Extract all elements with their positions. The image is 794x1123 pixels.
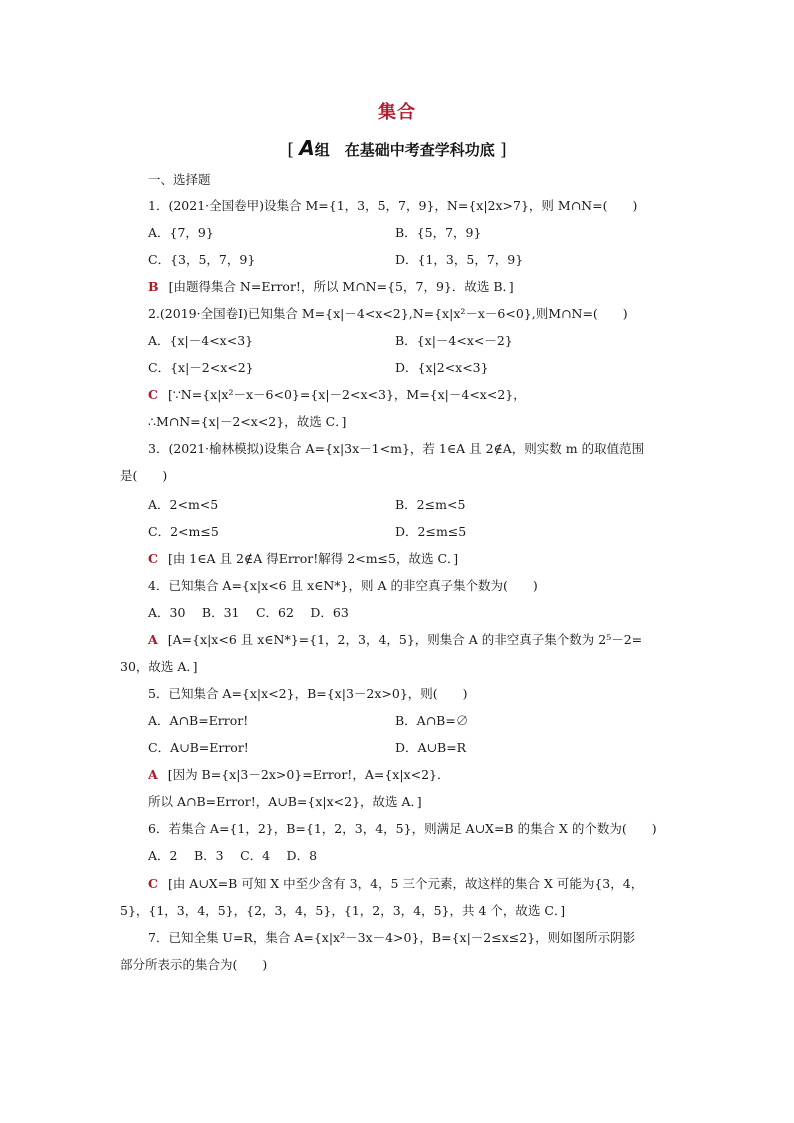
question-2-answer (148, 387, 526, 403)
question-4-answer (148, 632, 642, 648)
question-6-stem: 6．若集合 A={1，2}，B={1，2，3，4，5}，则满足 A∪X=B 的集合 X 的个数为( ) (148, 821, 657, 836)
group-heading (0, 136, 794, 160)
question-6-answer (148, 876, 643, 892)
question-4-options: A．30 B．31 C．62 D．63 (148, 605, 349, 620)
bracket-open: [ (287, 140, 294, 160)
question-6-answer-cont: 5}，{1，3，4，5}，{2，3，4，5}，{1，2，3，4，5}，共 4 个，故选 C．] (120, 903, 566, 918)
question-5-option-d: D．A∪B=R (395, 740, 467, 755)
question-3-stem-cont: 是( ) (120, 468, 168, 483)
question-5-answer-cont: 所以 A∩B=Error!，A∪B={x|x<2}，故选 A．] (148, 794, 422, 809)
question-1-option-a: A．{7，9} (148, 225, 214, 240)
question-1-option-b: B．{5，7，9} (395, 225, 482, 240)
page-title: 集合 (378, 102, 416, 123)
answer-explanation: [A={x|x<6 且 x∈N*}={1，2，3，4，5}，则集合 A 的非空真子集个数为 2⁵－2= (167, 632, 643, 647)
answer-letter: A (148, 632, 158, 647)
question-4-answer-cont: 30，故选 A．] (120, 659, 198, 674)
answer-letter: C (148, 551, 158, 566)
question-6-options: A．2 B．3 C．4 D．8 (148, 848, 318, 863)
question-4-stem: 4．已知集合 A={x|x<6 且 x∈N*}，则 A 的非空真子集个数为( ) (148, 578, 538, 593)
question-5-answer (148, 767, 449, 783)
question-2-option-a: A．{x|－4<x<3} (148, 333, 254, 348)
answer-explanation: [由 1∈A 且 2∉A 得Error!解得 2<m≤5，故选 C．] (167, 551, 459, 566)
question-3-stem: 3．(2021·榆林模拟)设集合 A={x|3x－1<m}，若 1∈A 且 2∉A，则实数 m 的取值范围 (148, 441, 645, 456)
answer-letter: A (148, 767, 158, 782)
answer-letter: C (148, 387, 158, 402)
question-1-stem: 1．(2021·全国卷甲)设集合 M={1，3，5，7，9}，N={x|2x>7}，则 M∩N=( ) (148, 198, 638, 213)
answer-letter: B (148, 279, 159, 294)
answer-explanation: [因为 B={x|3－2x>0}=Error!，A={x|x<2}． (167, 767, 450, 782)
group-label: 组 (314, 141, 330, 159)
question-7-stem: 7．已知全集 U=R，集合 A={x|x²－3x－4>0}，B={x|－2≤x≤2}，则如图所示阴影 (148, 930, 636, 945)
answer-explanation: [由题得集合 N=Error!，所以 M∩N={5，7，9}．故选 B．] (168, 279, 514, 294)
question-5-stem: 5．已知集合 A={x|x<2}，B={x|3－2x>0}，则( ) (148, 686, 468, 701)
question-1-option-d: D．{1，3，5，7，9} (395, 252, 524, 267)
answer-letter: C (148, 876, 158, 891)
section-heading: 一、选择题 (148, 172, 211, 187)
question-7-stem-cont: 部分所表示的集合为( ) (120, 957, 268, 972)
question-5-option-a: A．A∩B=Error! (148, 713, 249, 728)
question-5-option-c: C．A∪B=Error! (148, 740, 249, 755)
question-3-option-b: B．2≤m<5 (395, 497, 466, 512)
question-1-option-c: C．{3，5，7，9} (148, 252, 256, 267)
bracket-close: ] (500, 140, 507, 160)
group-text: 在基础中考查学科功底 (344, 141, 495, 159)
question-5-option-b: B．A∩B=∅ (395, 713, 469, 728)
answer-explanation: [∵N={x|x²－x－6<0}={x|－2<x<3}，M={x|－4<x<2}， (167, 387, 526, 402)
question-3-answer (148, 551, 458, 567)
question-2-stem: 2.(2019·全国卷Ⅰ)已知集合 M={x|－4<x<2},N={x|x²－x－6<0},则M∩N=( ) (148, 306, 628, 321)
answer-explanation: [由 A∪X=B 可知 X 中至少含有 3，4，5 三个元素，故这样的集合 X 可能为{3，4， (167, 876, 644, 891)
question-3-option-d: D．2≤m≤5 (395, 524, 467, 539)
question-2-option-c: C．{x|－2<x<2} (148, 360, 254, 375)
question-3-option-c: C．2<m≤5 (148, 524, 219, 539)
question-2-answer-cont: ∴M∩N={x|－2<x<2}，故选 C．] (148, 414, 347, 429)
question-3-option-a: A．2<m<5 (148, 497, 219, 512)
group-letter: A (299, 136, 315, 160)
question-2-option-d: D．{x|2<x<3} (395, 360, 489, 375)
question-2-option-b: B．{x|－4<x<－2} (395, 333, 513, 348)
question-1-answer (148, 279, 514, 295)
